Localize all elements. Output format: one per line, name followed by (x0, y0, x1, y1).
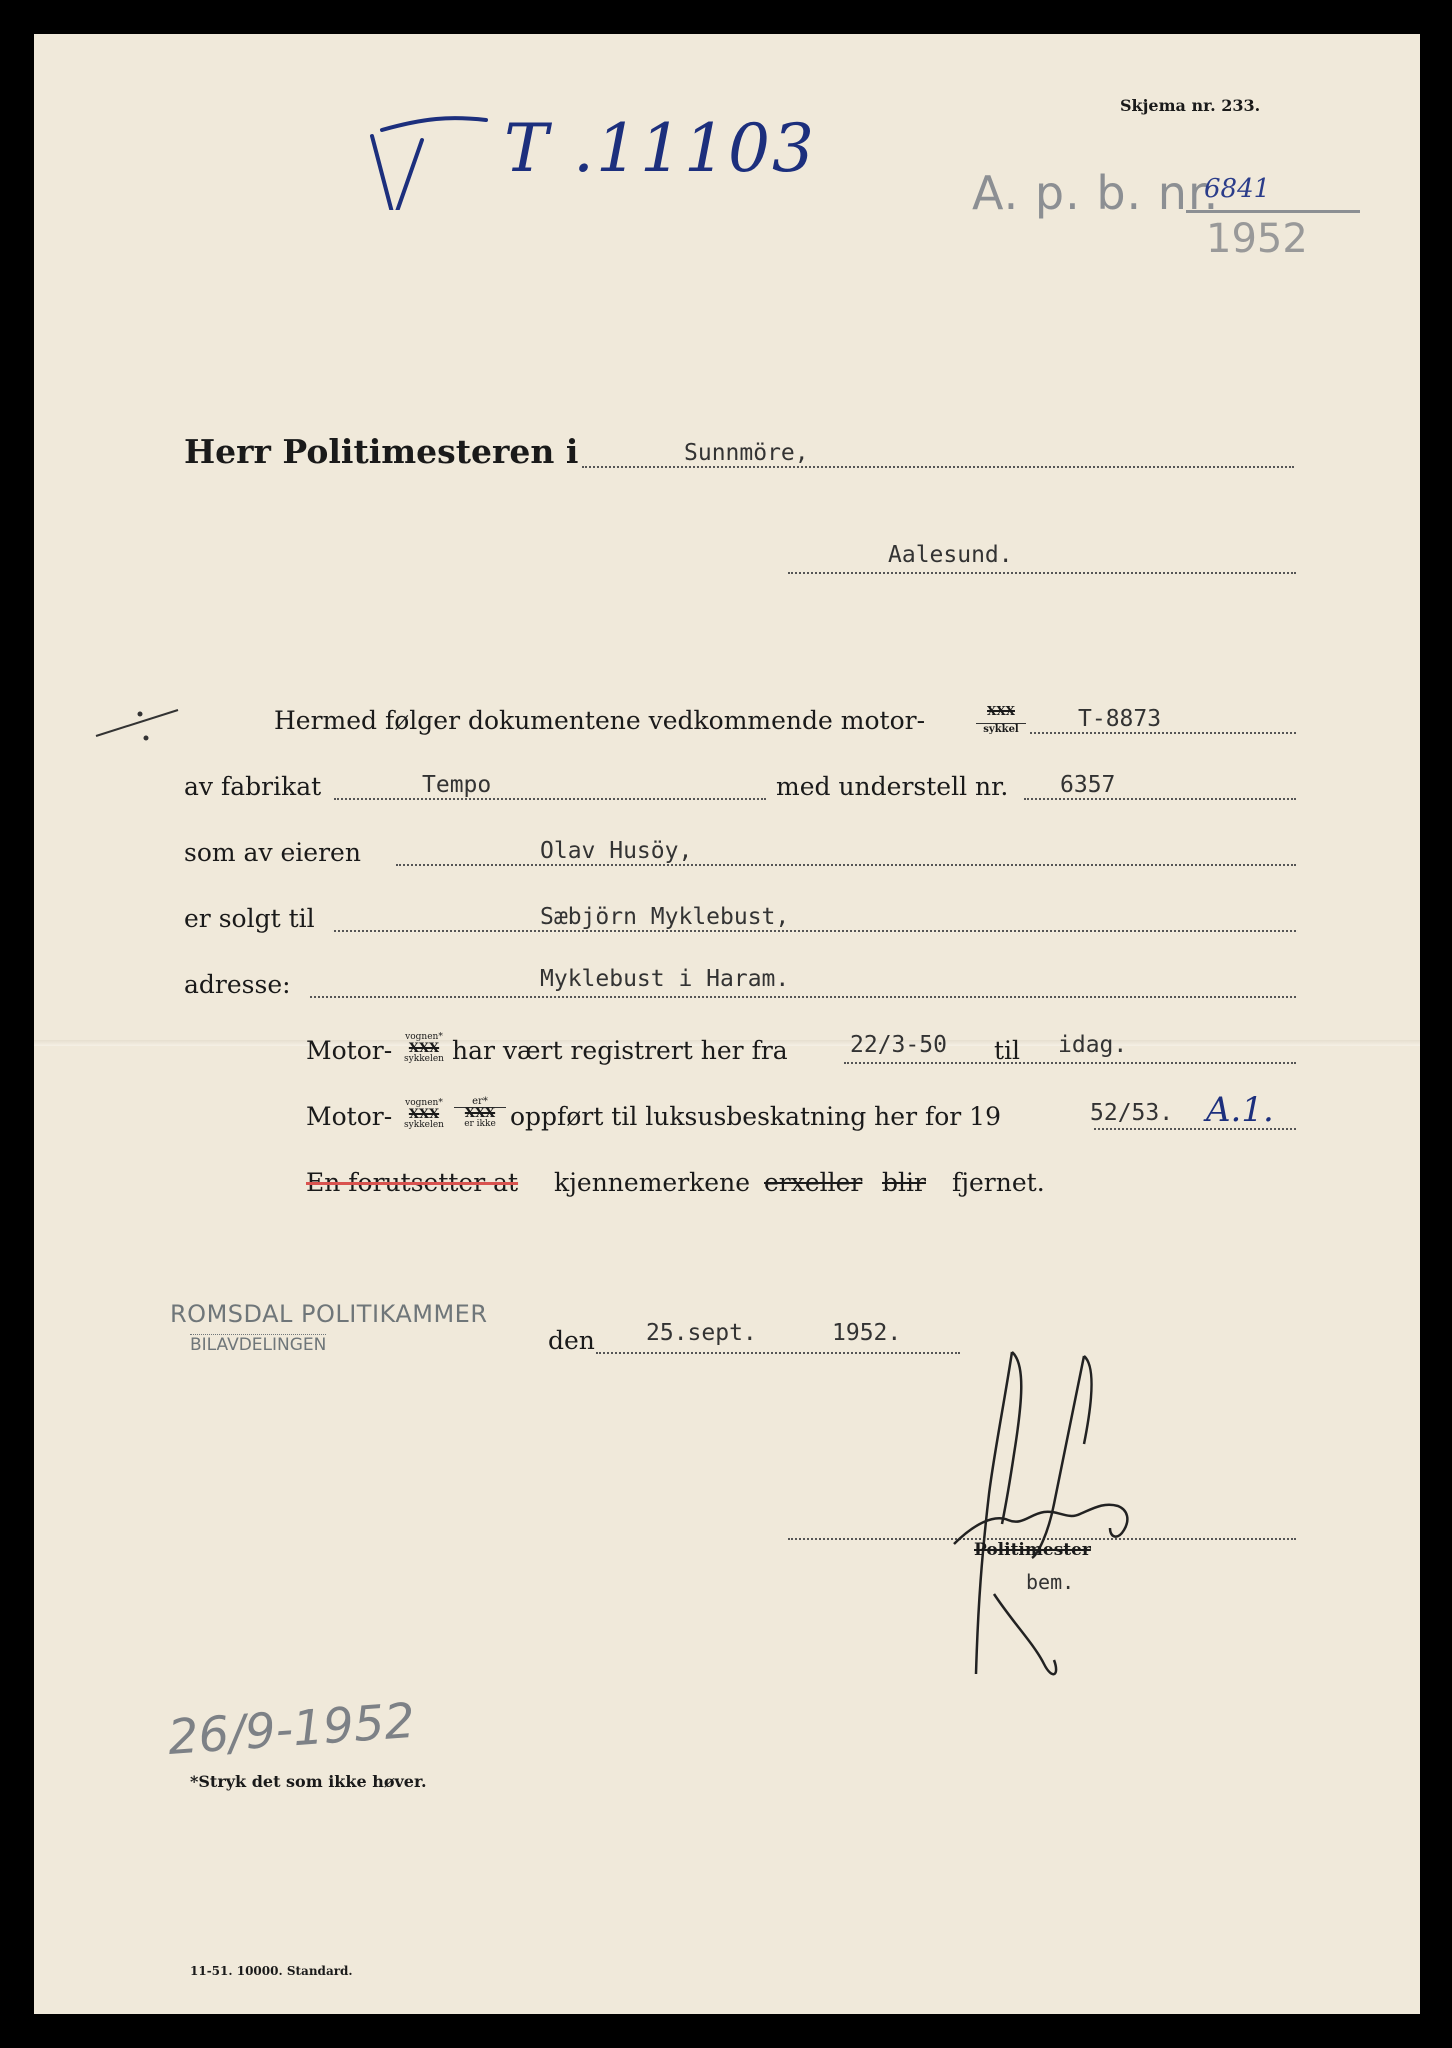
plates-end: fjernet. (952, 1168, 1045, 1197)
motor-type-options (976, 706, 1026, 735)
buyer-label: er solgt til (184, 904, 315, 933)
date-label: den (548, 1326, 595, 1355)
owner-line (396, 864, 1296, 866)
manufacturer-label: av fabrikat (184, 772, 322, 801)
tax-top-option: vognen* (405, 1098, 443, 1108)
tax-text: oppført til luksusbeskatning her for 19 (510, 1102, 1001, 1131)
registration-line (1030, 732, 1296, 734)
apb-label: A. p. b. nr. (972, 166, 1220, 220)
registered-vehicle-options (398, 1032, 450, 1065)
district-line (582, 466, 1294, 468)
plates-struck-1: erxeller (764, 1168, 863, 1197)
buyer-line (334, 930, 1296, 932)
tax-status-options (454, 1096, 506, 1130)
apb-fraction-line (1186, 210, 1360, 213)
address-label: adresse: (184, 970, 291, 999)
date-line (596, 1352, 960, 1354)
signature-title-struck: Politimester (974, 1540, 1091, 1560)
handwritten-signature (934, 1344, 1194, 1684)
manufacturer-line (334, 798, 766, 800)
plates-struck-red: En forutsetter at (306, 1168, 519, 1197)
buyer-value: Sæbjörn Myklebust, (540, 904, 790, 930)
handwritten-reference-number: T .11103 (504, 110, 816, 187)
apb-year: 1952 (1206, 216, 1308, 262)
handwritten-received-date: 26/9-1952 (166, 1692, 417, 1766)
salutation: Herr Politimesteren i (184, 432, 579, 471)
footnote: *Stryk det som ikke høver. (190, 1772, 427, 1791)
registered-til: til (994, 1036, 1021, 1065)
address-line (310, 996, 1296, 998)
plates-text: kjennemerkene (554, 1168, 750, 1197)
plates-struck-2: blir (882, 1168, 926, 1197)
motor-type-sub: sykkel (976, 723, 1026, 735)
registered-from: 22/3-50 (850, 1032, 947, 1058)
registered-line (844, 1062, 1296, 1064)
motor-type-struck: XXX (987, 704, 1015, 718)
registered-prefix: Motor- (306, 1036, 393, 1065)
registered-top-option: vognen* (405, 1032, 443, 1042)
chassis-label: med understell nr. (776, 772, 1009, 801)
address-value: Myklebust i Haram. (540, 966, 790, 992)
manufacturer-value: Tempo (422, 772, 492, 798)
tax-year: 52/53. (1090, 1100, 1174, 1126)
tax-sub-option: sykkelen (404, 1120, 444, 1130)
registered-struck-option: XXX (408, 1041, 440, 1056)
tax-prefix: Motor- (306, 1102, 393, 1131)
chassis-line (1024, 798, 1296, 800)
intro-text: Hermed følger dokumentene vedkommende motor- (274, 706, 926, 735)
owner-label: som av eieren (184, 838, 361, 867)
tax-er-sub: er ikke (464, 1119, 496, 1129)
tax-handwritten-note: A.1. (1206, 1090, 1274, 1130)
form-number: Skjema nr. 233. (1120, 96, 1261, 115)
district-value: Sunnmöre, (684, 440, 809, 466)
print-info: 11-51. 10000. Standard. (190, 1964, 353, 1978)
apb-number: 6841 (1204, 174, 1271, 204)
tax-er-struck: XXX (454, 1107, 506, 1119)
chassis-value: 6357 (1060, 772, 1116, 798)
owner-value: Olav Husöy, (540, 838, 693, 864)
tax-struck-option: XXX (408, 1107, 440, 1122)
date-year: 1952. (832, 1320, 902, 1346)
tax-vehicle-options (398, 1098, 450, 1131)
stamp-line-2: BILAVDELINGEN (190, 1335, 327, 1355)
stamp-line-1: ROMSDAL POLITIKAMMER (170, 1300, 488, 1328)
registration-value: T-8873 (1078, 706, 1162, 732)
registered-sub-option: sykkelen (404, 1054, 444, 1064)
tax-er-top: er* (472, 1096, 488, 1107)
date-day-month: 25.sept. (646, 1320, 757, 1346)
city-value: Aalesund. (888, 542, 1013, 568)
check-mark-icon (94, 704, 184, 744)
signature-title-note: bem. (1026, 1570, 1075, 1594)
registered-to: idag. (1058, 1032, 1128, 1058)
city-line (788, 572, 1296, 574)
registered-text: har vært registrert her fra (452, 1036, 788, 1065)
document-page (34, 34, 1420, 2014)
